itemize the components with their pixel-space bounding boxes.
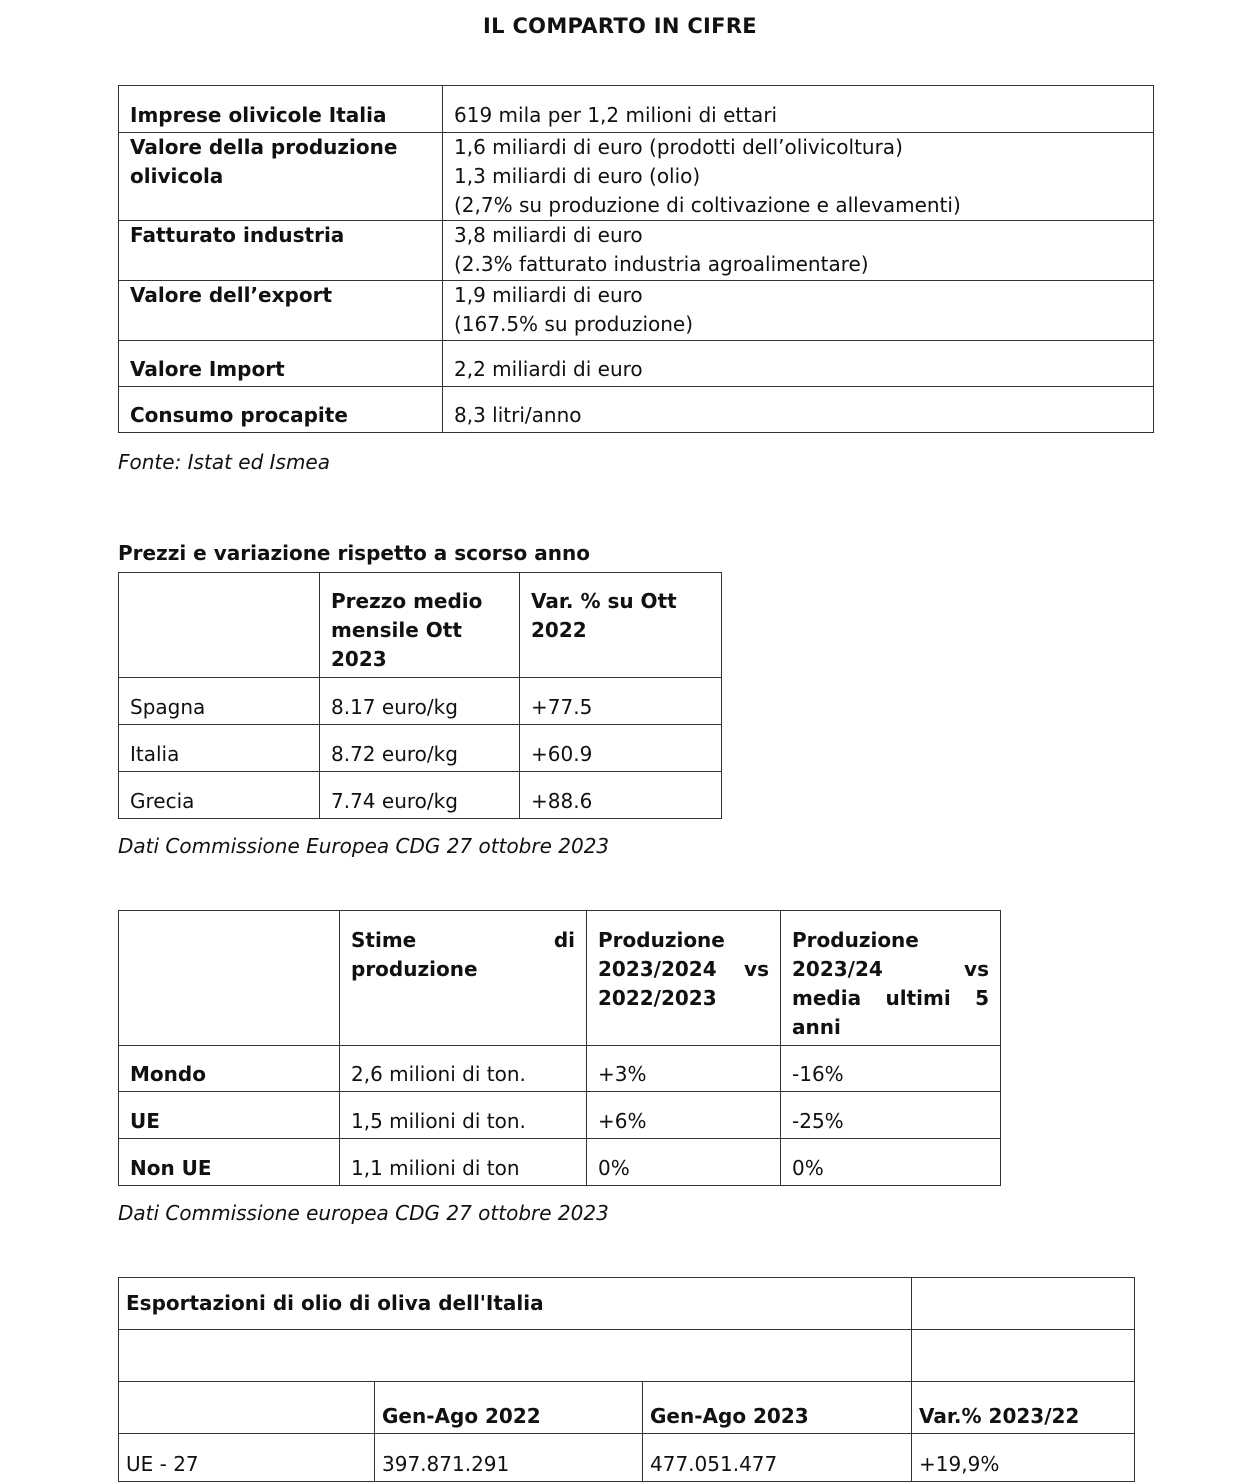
row-label: Fatturato industria: [119, 221, 443, 281]
row-value: [443, 341, 1154, 387]
estimate-cell: 1,1 milioni di ton: [340, 1139, 587, 1186]
row-label: Valore Import: [119, 341, 443, 387]
row-label: Valore dell’export: [119, 281, 443, 341]
table-row: [119, 221, 1154, 281]
value-line: 2,2 miliardi di euro: [454, 357, 643, 381]
exports-table: [118, 1277, 1135, 1482]
label-line: olivicola: [130, 164, 224, 188]
value-line: 8,3 litri/anno: [454, 403, 582, 427]
value-2022-cell: 397.871.291: [375, 1434, 643, 1482]
estimate-cell: 1,5 milioni di ton.: [340, 1092, 587, 1139]
price-cell: 7.74 euro/kg: [320, 772, 520, 819]
table-empty-row: [119, 1330, 1135, 1382]
empty-cell: [912, 1278, 1135, 1330]
value-line: (2.3% fatturato industria agroalimentare): [454, 252, 869, 276]
header-line: mensile Ott: [331, 618, 462, 642]
table-row: [119, 341, 1154, 387]
page-title: IL COMPARTO IN CIFRE: [483, 14, 757, 38]
vs-average-cell: -16%: [781, 1046, 1001, 1092]
prices-heading: Prezzi e variazione rispetto a scorso anno: [118, 541, 590, 565]
table-row: [119, 86, 1154, 133]
row-value: [443, 387, 1154, 433]
row-label: Imprese olivicole Italia: [119, 86, 443, 133]
row-label: Consumo procapite: [119, 387, 443, 433]
table-row: [119, 678, 722, 725]
value-line: 1,3 miliardi di euro (olio): [454, 164, 701, 188]
empty-cell: [912, 1330, 1135, 1382]
vs-previous-cell: +6%: [587, 1092, 781, 1139]
variation-cell: +77.5: [520, 678, 722, 725]
row-value: [443, 221, 1154, 281]
prices-table: [118, 572, 722, 819]
vs-previous-header: Produzione 2023/2024 vs 2022/2023: [587, 911, 781, 1046]
table-row: [119, 281, 1154, 341]
price-cell: 8.17 euro/kg: [320, 678, 520, 725]
production-table: [118, 910, 1001, 1186]
value-line: 3,8 miliardi di euro: [454, 223, 643, 247]
vs-average-cell: 0%: [781, 1139, 1001, 1186]
variation-cell: +19,9%: [912, 1434, 1135, 1482]
vs-previous-cell: +3%: [587, 1046, 781, 1092]
label-line: Valore della produzione: [130, 135, 398, 159]
value-line: 1,9 miliardi di euro: [454, 283, 643, 307]
country-cell: Italia: [119, 725, 320, 772]
table-header-row: [119, 573, 722, 678]
estimate-cell: 2,6 milioni di ton.: [340, 1046, 587, 1092]
vs-average-header: Produzione 2023/24 vs media ultimi 5 anni: [781, 911, 1001, 1046]
sector-figures-table: [118, 85, 1154, 433]
header-line: Prezzo medio: [331, 589, 483, 613]
row-value: [443, 281, 1154, 341]
header-line: 2023: [331, 647, 387, 671]
empty-header-cell: [119, 911, 340, 1046]
value-line: (2,7% su produzione di coltivazione e allevamenti): [454, 193, 961, 217]
table1-source: Fonte: Istat ed Ismea: [118, 450, 330, 474]
country-cell: Spagna: [119, 678, 320, 725]
header-line: Var. % su Ott: [531, 589, 677, 613]
table-row: [119, 772, 722, 819]
table3-source: Dati Commissione europea CDG 27 ottobre 2023: [118, 1201, 609, 1225]
area-cell: UE: [119, 1092, 340, 1139]
table-row: [119, 1139, 1001, 1186]
value-line: 619 mila per 1,2 milioni di ettari: [454, 103, 778, 127]
table-row: [119, 1434, 1135, 1482]
table-row: [119, 1046, 1001, 1092]
empty-cell: [119, 1330, 912, 1382]
table-header-row: [119, 911, 1001, 1046]
vs-previous-cell: 0%: [587, 1139, 781, 1186]
table2-source: Dati Commissione Europea CDG 27 ottobre 2023: [118, 834, 610, 858]
country-cell: Grecia: [119, 772, 320, 819]
table-row: [119, 133, 1154, 221]
table-header-row: [119, 1382, 1135, 1434]
value-2023-cell: 477.051.477: [643, 1434, 912, 1482]
empty-header-cell: [119, 573, 320, 678]
row-value: [443, 133, 1154, 221]
value-line: 1,6 miliardi di euro (prodotti dell’olivicoltura): [454, 135, 903, 159]
row-label: [119, 133, 443, 221]
header-line: 2022: [531, 618, 587, 642]
table-title-row: [119, 1278, 1135, 1330]
price-cell: 8.72 euro/kg: [320, 725, 520, 772]
row-value: [443, 86, 1154, 133]
variation-cell: +60.9: [520, 725, 722, 772]
table-row: [119, 725, 722, 772]
vs-average-cell: -25%: [781, 1092, 1001, 1139]
estimates-header: Stime di produzione: [340, 911, 587, 1046]
header-2022: Gen-Ago 2022: [375, 1382, 643, 1434]
header-variation: Var.% 2023/22: [912, 1382, 1135, 1434]
header-2023: Gen-Ago 2023: [643, 1382, 912, 1434]
exports-title: Esportazioni di olio di oliva dell'Italia: [119, 1278, 912, 1330]
table-row: [119, 387, 1154, 433]
area-cell: UE - 27: [119, 1434, 375, 1482]
value-line: (167.5% su produzione): [454, 312, 694, 336]
area-cell: Non UE: [119, 1139, 340, 1186]
variation-header: [520, 573, 722, 678]
table-row: [119, 1092, 1001, 1139]
empty-header-cell: [119, 1382, 375, 1434]
area-cell: Mondo: [119, 1046, 340, 1092]
variation-cell: +88.6: [520, 772, 722, 819]
price-header: [320, 573, 520, 678]
